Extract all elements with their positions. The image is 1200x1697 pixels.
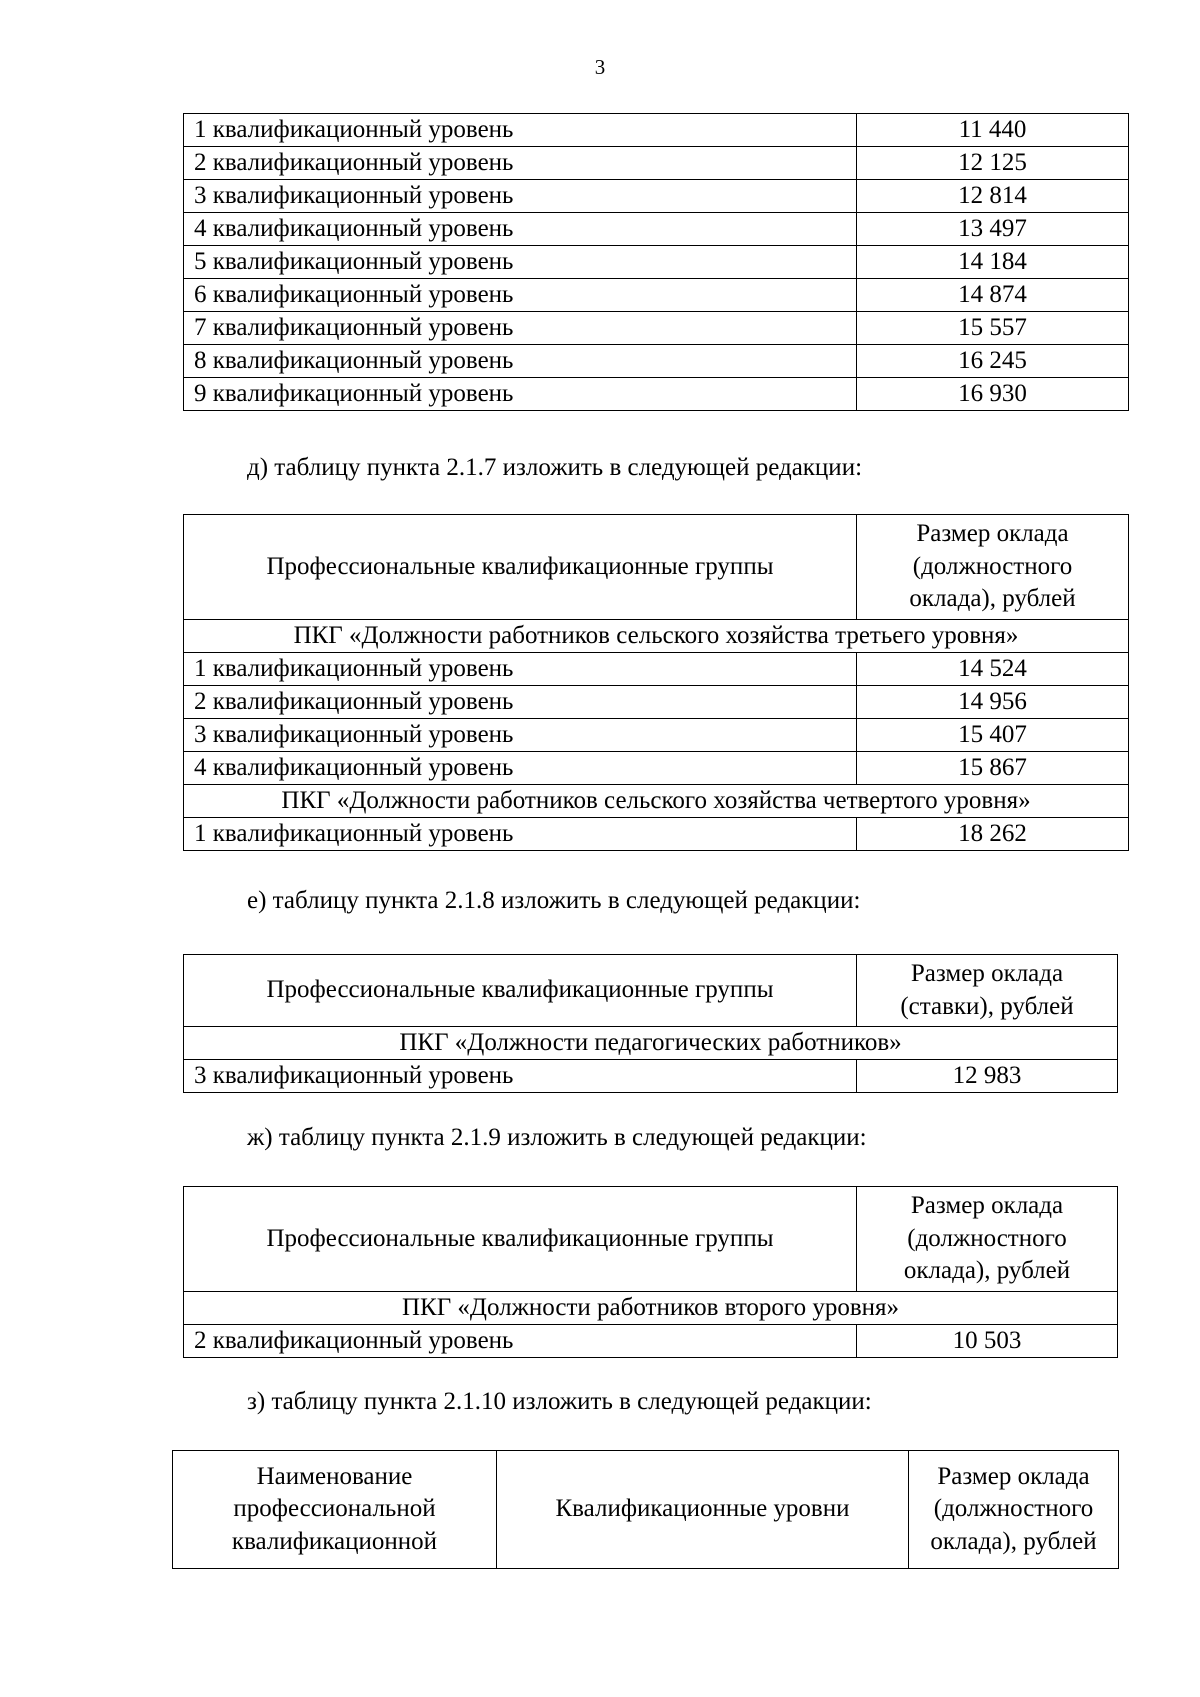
level-label: 2 квалификационный уровень: [184, 147, 857, 180]
table-row: [184, 718, 1129, 751]
salary-value: 16 930: [857, 378, 1129, 411]
table-row: [184, 652, 1129, 685]
group-row: [184, 619, 1129, 652]
group-title: ПКГ «Должности педагогических работников»: [184, 1027, 1118, 1060]
header-salary-line: (ставки), рублей: [900, 992, 1074, 1020]
salary-table-continued: [183, 113, 1129, 411]
salary-value: 12 983: [857, 1060, 1118, 1093]
table-header-row: [173, 1451, 1119, 1569]
level-label: 2 квалификационный уровень: [184, 1324, 857, 1357]
header-salary: [909, 1451, 1119, 1569]
salary-value: 16 245: [857, 345, 1129, 378]
table-header-row: [184, 1187, 1118, 1292]
header-salary-line: оклада), рублей: [909, 585, 1076, 612]
table-row: [184, 685, 1129, 718]
group-row: [184, 1027, 1118, 1060]
level-label: 5 квалификационный уровень: [184, 246, 857, 279]
salary-value: 14 956: [857, 685, 1129, 718]
table-row: [184, 246, 1129, 279]
salary-value: 10 503: [857, 1324, 1118, 1357]
level-label: 1 квалификационный уровень: [184, 114, 857, 147]
salary-value: 11 440: [857, 114, 1129, 147]
paragraph-d: д) таблицу пункта 2.1.7 изложить в следующей редакции:: [247, 454, 863, 481]
group-title: ПКГ «Должности работников второго уровня»: [184, 1291, 1118, 1324]
header-salary-line: (должностного: [912, 552, 1073, 580]
header-salary-line: Размер оклада: [937, 1462, 1090, 1490]
table-row: [184, 213, 1129, 246]
level-label: 6 квалификационный уровень: [184, 279, 857, 312]
header-name-line: Наименование: [256, 1462, 413, 1490]
table-row: [184, 180, 1129, 213]
salary-table-2-1-7: [183, 514, 1129, 851]
salary-table-2-1-8: [183, 954, 1118, 1093]
header-groups: Профессиональные квалификационные группы: [184, 515, 857, 620]
salary-value: 13 497: [857, 213, 1129, 246]
group-title: ПКГ «Должности работников сельского хозяйства четвертого уровня»: [184, 784, 1129, 817]
group-row: [184, 1291, 1118, 1324]
level-label: 9 квалификационный уровень: [184, 378, 857, 411]
header-pkg-name: [173, 1451, 497, 1569]
header-name-line: квалификационной: [231, 1527, 438, 1555]
salary-value: 12 125: [857, 147, 1129, 180]
header-salary: [857, 955, 1118, 1027]
header-groups: Профессиональные квалификационные группы: [184, 1187, 857, 1292]
level-label: 1 квалификационный уровень: [184, 817, 857, 850]
header-salary-line: (должностного: [907, 1224, 1067, 1252]
table-header-row: [184, 515, 1129, 620]
header-salary-line: оклада), рублей: [930, 1527, 1097, 1555]
paragraph-e: е) таблицу пункта 2.1.8 изложить в следующей редакции:: [247, 887, 861, 914]
level-label: 2 квалификационный уровень: [184, 685, 857, 718]
header-salary-line: оклада), рублей: [903, 1257, 1071, 1284]
header-groups: Профессиональные квалификационные группы: [184, 955, 857, 1027]
table-row: [184, 817, 1129, 850]
salary-value: 15 407: [857, 718, 1129, 751]
salary-table-2-1-10: [172, 1450, 1119, 1569]
group-row: [184, 784, 1129, 817]
paragraph-z: з) таблицу пункта 2.1.10 изложить в следующей редакции:: [247, 1388, 872, 1415]
header-salary-line: Размер оклада: [910, 960, 1064, 987]
page-number: 3: [594, 55, 606, 79]
level-label: 7 квалификационный уровень: [184, 312, 857, 345]
level-label: 8 квалификационный уровень: [184, 345, 857, 378]
header-salary-line: Размер оклада: [916, 520, 1069, 547]
table-row: [184, 378, 1129, 411]
table-row: [184, 114, 1129, 147]
table-row: [184, 312, 1129, 345]
salary-value: 18 262: [857, 817, 1129, 850]
salary-value: 14 524: [857, 652, 1129, 685]
table-row: [184, 147, 1129, 180]
header-salary-line: (должностного: [933, 1495, 1094, 1523]
group-title: ПКГ «Должности работников сельского хозяйства третьего уровня»: [184, 619, 1129, 652]
paragraph-zh: ж) таблицу пункта 2.1.9 изложить в следующей редакции:: [247, 1124, 867, 1151]
table-row: [184, 1324, 1118, 1357]
salary-value: 14 184: [857, 246, 1129, 279]
salary-value: 12 814: [857, 180, 1129, 213]
salary-value: 15 557: [857, 312, 1129, 345]
level-label: 3 квалификационный уровень: [184, 1060, 857, 1093]
level-label: 3 квалификационный уровень: [184, 718, 857, 751]
level-label: 3 квалификационный уровень: [184, 180, 857, 213]
table-row: [184, 345, 1129, 378]
table-row: [184, 279, 1129, 312]
header-levels: Квалификационные уровни: [497, 1451, 909, 1569]
header-salary-line: Размер оклада: [910, 1192, 1064, 1219]
salary-value: 14 874: [857, 279, 1129, 312]
header-salary: [857, 515, 1129, 620]
table-header-row: [184, 955, 1118, 1027]
header-name-line: профессиональной: [233, 1495, 436, 1523]
level-label: 4 квалификационный уровень: [184, 751, 857, 784]
header-salary: [857, 1187, 1118, 1292]
salary-table-2-1-9: [183, 1186, 1118, 1358]
level-label: 4 квалификационный уровень: [184, 213, 857, 246]
level-label: 1 квалификационный уровень: [184, 652, 857, 685]
salary-value: 15 867: [857, 751, 1129, 784]
table-row: [184, 1060, 1118, 1093]
table-row: [184, 751, 1129, 784]
